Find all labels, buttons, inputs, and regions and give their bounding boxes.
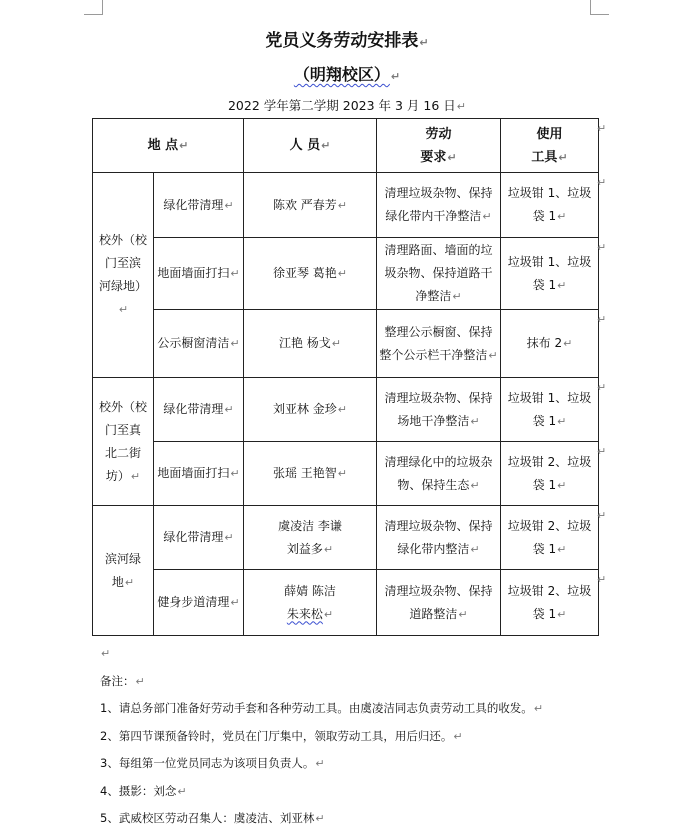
row-end-mark-icon: ↵ bbox=[597, 381, 607, 394]
document-title[interactable] bbox=[0, 26, 694, 51]
tool-cell[interactable]: 垃圾钳 1、垃圾 袋 1↵ bbox=[501, 238, 599, 310]
row-end-mark-icon: ↵ bbox=[597, 241, 607, 254]
task-cell[interactable]: 绿化带清理↵ bbox=[154, 173, 244, 238]
people-cell[interactable]: 薛婧 陈洁 朱来松↵ bbox=[244, 570, 377, 636]
header-tools[interactable]: 使用 工具↵ bbox=[501, 119, 599, 173]
table-row bbox=[93, 442, 599, 506]
date-line[interactable] bbox=[0, 96, 694, 114]
note-item: 1、请总务部门准备好劳动手套和各种劳动工具。由虞凌洁同志负责劳动工具的收发。↵ bbox=[100, 701, 544, 715]
note-item: 5、武威校区劳动召集人：虞凌洁、刘亚林↵ bbox=[100, 811, 325, 825]
people-cell[interactable]: 陈欢 严春芳↵ bbox=[244, 173, 377, 238]
table-row bbox=[93, 570, 599, 636]
row-end-mark-icon: ↵ bbox=[597, 509, 607, 522]
date-text: 2022 学年第二学期 2023 年 3 月 16 日 bbox=[227, 98, 456, 113]
table-row bbox=[93, 310, 599, 378]
title-text: 党员义务劳动安排表 bbox=[265, 31, 419, 51]
paragraph-mark-icon: ↵ bbox=[456, 100, 466, 113]
row-end-mark-icon: ↵ bbox=[597, 313, 607, 326]
tool-cell[interactable]: 抹布 2↵ bbox=[501, 310, 599, 378]
people-cell[interactable]: 虞凌洁 李谦 刘益多↵ bbox=[244, 506, 377, 570]
requirement-cell[interactable]: 整理公示橱窗、保持 整个公示栏干净整洁↵ bbox=[377, 310, 501, 378]
header-people[interactable]: 人 员↵ bbox=[244, 119, 377, 173]
people-cell[interactable]: 刘亚林 金珍↵ bbox=[244, 378, 377, 442]
people-cell[interactable]: 张瑶 王艳智↵ bbox=[244, 442, 377, 506]
requirement-cell[interactable]: 清理垃圾杂物、保持 绿化带内干净整洁↵ bbox=[377, 173, 501, 238]
header-requirement[interactable]: 劳动 要求↵ bbox=[377, 119, 501, 173]
page-corner-mark-right bbox=[590, 0, 609, 15]
requirement-cell[interactable]: 清理路面、墙面的垃 圾杂物、保持道路干 净整洁↵ bbox=[377, 238, 501, 310]
note-item: 2、第四节课预备铃时，党员在门厅集中，领取劳动工具，用后归还。↵ bbox=[100, 728, 463, 743]
table-row bbox=[93, 238, 599, 310]
requirement-cell[interactable]: 清理垃圾杂物、保持 绿化带内整洁↵ bbox=[377, 506, 501, 570]
empty-paragraph: ↵ bbox=[101, 647, 111, 660]
tool-cell[interactable]: 垃圾钳 1、垃圾 袋 1↵ bbox=[501, 378, 599, 442]
task-cell[interactable]: 绿化带清理↵ bbox=[154, 378, 244, 442]
people-cell[interactable]: 江艳 杨戈↵ bbox=[244, 310, 377, 378]
table-row bbox=[93, 506, 599, 570]
row-end-mark-icon: ↵ bbox=[597, 122, 607, 135]
area-cell[interactable]: 校外（校 门至滨 河绿地）↵ bbox=[93, 173, 154, 378]
notes-section[interactable] bbox=[100, 640, 543, 833]
tool-cell[interactable]: 垃圾钳 2、垃圾 袋 1↵ bbox=[501, 570, 599, 636]
area-cell[interactable]: 滨河绿 地↵ bbox=[93, 506, 154, 636]
row-end-mark-icon: ↵ bbox=[597, 445, 607, 458]
paragraph-mark-icon: ↵ bbox=[390, 70, 401, 83]
note-item: 3、每组第一位党员同志为该项目负责人。↵ bbox=[100, 756, 325, 770]
table-row bbox=[93, 378, 599, 442]
subtitle-text: （明翔校区） bbox=[293, 65, 390, 84]
notes-heading: 备注：↵ bbox=[100, 673, 145, 688]
requirement-cell[interactable]: 清理绿化中的垃圾杂 物、保持生态↵ bbox=[377, 442, 501, 506]
task-cell[interactable]: 公示橱窗清洁↵ bbox=[154, 310, 244, 378]
area-cell[interactable]: 校外（校 门至真 北二街 坊）↵ bbox=[93, 378, 154, 506]
people-cell[interactable]: 徐亚琴 葛艳↵ bbox=[244, 238, 377, 310]
document-subtitle[interactable] bbox=[0, 62, 694, 85]
task-cell[interactable]: 地面墙面打扫↵ bbox=[154, 442, 244, 506]
tool-cell[interactable]: 垃圾钳 2、垃圾 袋 1↵ bbox=[501, 442, 599, 506]
task-cell[interactable]: 绿化带清理↵ bbox=[154, 506, 244, 570]
note-item: 4、摄影：刘念↵ bbox=[100, 783, 187, 798]
header-location[interactable]: 地 点↵ bbox=[93, 119, 244, 173]
row-end-mark-icon: ↵ bbox=[597, 176, 607, 189]
table-header-row bbox=[93, 119, 599, 173]
schedule-table[interactable] bbox=[92, 118, 599, 636]
task-cell[interactable]: 健身步道清理↵ bbox=[154, 570, 244, 636]
page-corner-mark-left bbox=[84, 0, 103, 15]
tool-cell[interactable]: 垃圾钳 2、垃圾 袋 1↵ bbox=[501, 506, 599, 570]
table-row bbox=[93, 173, 599, 238]
task-cell[interactable]: 地面墙面打扫↵ bbox=[154, 238, 244, 310]
requirement-cell[interactable]: 清理垃圾杂物、保持 道路整洁↵ bbox=[377, 570, 501, 636]
paragraph-mark-icon: ↵ bbox=[419, 36, 429, 49]
tool-cell[interactable]: 垃圾钳 1、垃圾 袋 1↵ bbox=[501, 173, 599, 238]
requirement-cell[interactable]: 清理垃圾杂物、保持 场地干净整洁↵ bbox=[377, 378, 501, 442]
row-end-mark-icon: ↵ bbox=[597, 573, 607, 586]
